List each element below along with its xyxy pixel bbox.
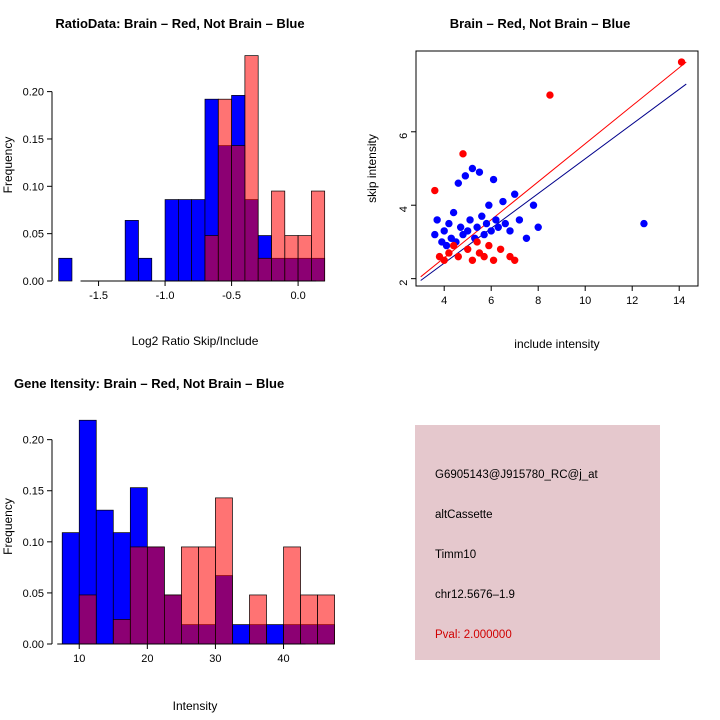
- y-axis-label: Frequency: [1, 136, 15, 194]
- hist-bar: [164, 595, 181, 644]
- y-tick-label: 0.05: [22, 228, 44, 241]
- scatter-point: [507, 228, 513, 234]
- y-tick-label: 0.00: [22, 276, 44, 288]
- hist-bar: [130, 547, 147, 644]
- info-locus: chr12.5676–1.9: [435, 589, 515, 601]
- scatter-point: [460, 151, 466, 157]
- hist-bar: [318, 595, 335, 644]
- hist-bar: [285, 236, 298, 281]
- hist-bar: [232, 625, 249, 644]
- scatter-point: [446, 220, 452, 226]
- scatter-point: [530, 202, 536, 208]
- scatter-point: [446, 250, 452, 256]
- x-tick-label: 14: [673, 295, 686, 307]
- scatter-point: [488, 228, 494, 234]
- y-tick-label: 0.10: [22, 181, 44, 194]
- hist-bar: [181, 547, 198, 644]
- x-tick-label: -0.5: [222, 290, 242, 302]
- scatter-points: [432, 59, 685, 264]
- scatter-point: [432, 187, 438, 193]
- scatter-point: [465, 246, 471, 252]
- info-event-type: altCassette: [435, 509, 493, 521]
- hist-bar: [232, 146, 245, 281]
- x-tick-label: -1.5: [89, 290, 109, 302]
- scatter-point: [516, 217, 522, 223]
- scatter-point: [490, 176, 496, 182]
- hist-bar: [245, 56, 258, 281]
- scatter-title: Brain – Red, Not Brain – Blue: [449, 16, 631, 31]
- scatter-point: [455, 253, 461, 259]
- scatter-point: [481, 231, 487, 237]
- y-axis-label: Frequency: [1, 498, 15, 555]
- y-tick-label: 0.20: [22, 434, 44, 447]
- hist-bar: [192, 200, 205, 281]
- scatter-point: [483, 220, 489, 226]
- x-axis-label: Intensity: [172, 699, 218, 713]
- x-tick-label: 30: [209, 653, 222, 665]
- scatter-point: [450, 242, 456, 248]
- hist-bar: [138, 258, 151, 281]
- gene-info-box: [415, 425, 660, 660]
- hist-bar: [198, 547, 215, 644]
- scatter-point: [457, 224, 463, 230]
- y-tick-label: 0.05: [22, 587, 44, 600]
- x-tick-label: 6: [488, 295, 495, 307]
- scatter-point: [535, 224, 541, 230]
- hist-bar: [298, 236, 311, 281]
- hist-bar: [311, 191, 324, 281]
- scatter-point: [441, 257, 447, 263]
- scatter-point: [465, 228, 471, 234]
- scatter-svg: [360, 31, 720, 356]
- scatter-point: [512, 191, 518, 197]
- panel-ratio-histogram: [0, 0, 360, 360]
- scatter-point: [476, 169, 482, 175]
- gene-hist-title: Gene Itensity: Brain – Red, Not Brain – Blue: [14, 376, 285, 391]
- y-tick-label: 0.15: [22, 485, 44, 498]
- info-gene-symbol: Timm10: [435, 549, 477, 561]
- hist-bar: [62, 533, 79, 644]
- scatter-point: [641, 220, 647, 226]
- scatter-point: [486, 202, 492, 208]
- scatter-point: [474, 224, 480, 230]
- ratio-hist-svg: [0, 31, 360, 351]
- x-axis-label: Log2 Ratio Skip/Include: [131, 334, 259, 348]
- scatter-point: [469, 257, 475, 263]
- scatter-point: [432, 231, 438, 237]
- hist-bar: [147, 547, 164, 644]
- scatter-point: [512, 257, 518, 263]
- x-tick-label: 20: [141, 653, 154, 665]
- gene-hist-svg: [0, 391, 360, 716]
- scatter-point: [493, 217, 499, 223]
- scatter-point: [450, 209, 456, 215]
- scatter-point: [547, 92, 553, 98]
- hist-bar: [79, 595, 96, 644]
- hist-bar: [125, 220, 138, 281]
- panel-intensity-scatter: [360, 0, 720, 360]
- scatter-point: [678, 59, 684, 65]
- info-pval: Pval: 2.000000: [435, 629, 512, 641]
- hist-bar: [218, 99, 231, 281]
- x-tick-label: 4: [441, 295, 448, 307]
- info-probeset-id: G6905143@J915780_RC@j_at: [435, 469, 598, 481]
- x-tick-label: 8: [535, 295, 542, 307]
- hist-bar: [258, 258, 271, 281]
- scatter-point: [443, 242, 449, 248]
- hist-bar: [271, 191, 284, 281]
- hist-bar: [113, 619, 130, 644]
- hist-bar: [96, 510, 113, 644]
- y-tick-label: 0.10: [22, 536, 44, 549]
- x-tick-label: 12: [626, 295, 639, 307]
- x-tick-label: 40: [277, 653, 290, 665]
- x-axis-label: include intensity: [514, 337, 600, 351]
- scatter-point: [490, 257, 496, 263]
- scatter-point: [479, 213, 485, 219]
- scatter-point: [523, 235, 529, 241]
- hist-bar: [165, 200, 178, 281]
- y-tick-label: 4: [398, 206, 410, 213]
- scatter-point: [474, 239, 480, 245]
- y-tick-label: 0.15: [22, 133, 44, 146]
- y-tick-label: 2: [398, 279, 410, 286]
- scatter-point: [502, 220, 508, 226]
- scatter-point: [441, 228, 447, 234]
- scatter-point: [497, 246, 503, 252]
- x-tick-label: -1.0: [155, 290, 175, 302]
- x-tick-label: 10: [73, 653, 86, 665]
- hist-bar: [249, 595, 266, 644]
- scatter-point: [434, 217, 440, 223]
- hist-bar: [267, 625, 284, 644]
- panel-gene-intensity-histogram: [0, 360, 360, 720]
- scatter-point: [462, 173, 468, 179]
- scatter-point: [467, 217, 473, 223]
- scatter-point: [455, 180, 461, 186]
- hist-bar: [59, 258, 72, 281]
- hist-bar: [301, 595, 318, 644]
- hist-bar: [284, 547, 301, 644]
- y-tick-label: 6: [398, 132, 410, 139]
- scatter-point: [481, 253, 487, 259]
- hist-bar: [215, 498, 232, 644]
- scatter-point: [486, 242, 492, 248]
- hist-bar: [205, 236, 218, 281]
- scatter-point: [495, 224, 501, 230]
- x-tick-label: 10: [579, 295, 592, 307]
- y-tick-label: 0.20: [22, 86, 44, 99]
- ratio-hist-title: RatioData: Brain – Red, Not Brain – Blue: [55, 16, 305, 31]
- scatter-point: [469, 165, 475, 171]
- y-tick-label: 0.00: [22, 639, 44, 651]
- scatter-point: [500, 198, 506, 204]
- x-tick-label: 0.0: [290, 290, 306, 302]
- y-axis-label: skip intensity: [365, 134, 379, 203]
- hist-bar: [178, 200, 191, 281]
